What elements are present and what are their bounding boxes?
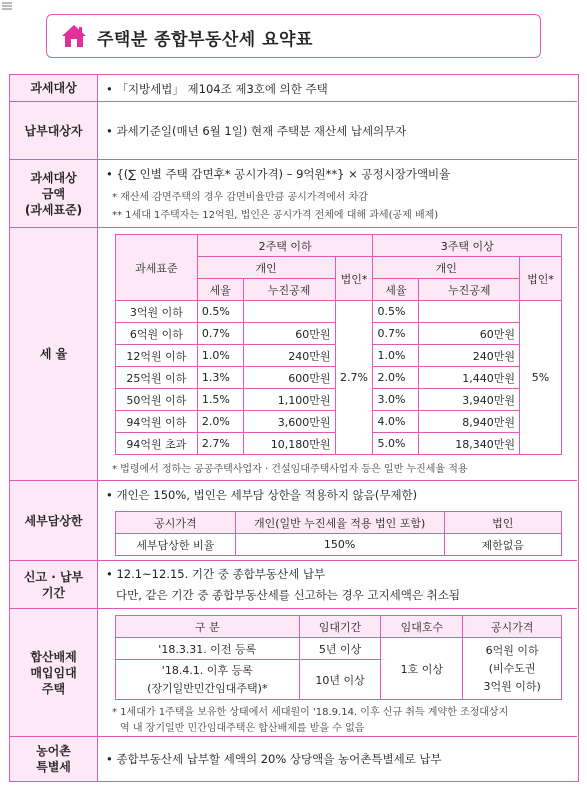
row-rental-exclusion (10, 609, 577, 737)
header-individual-2h: 개인 (197, 257, 335, 279)
house-icon (61, 24, 87, 48)
rate-cell: 1.3% (197, 367, 243, 389)
deduction-cell: 18,340만원 (419, 433, 520, 455)
page-title: 주택분 종합부동산세 요약표 (97, 30, 313, 50)
row-payer (10, 102, 577, 160)
row-burden-cap (10, 481, 577, 561)
label-burden-cap: 세부담상한 (10, 481, 98, 560)
deduction-cell: 60만원 (243, 323, 335, 345)
rental-header-price: 공시가격 (463, 616, 562, 638)
deduction-cell: 3,600만원 (243, 411, 335, 433)
burden-cap-text: • 개인은 150%, 법인은 세부담 상한을 적용하지 않음(무제한) (106, 488, 418, 502)
row-taxable (10, 75, 577, 102)
filing-line-1: • 12.1~12.15. 기간 중 종합부동산세 납부 (106, 567, 326, 581)
deduction-cell: 240만원 (243, 345, 335, 367)
rental-header-period: 임대기간 (299, 616, 381, 638)
label-tax-base: 과세대상 금액 (과세표준) (10, 160, 98, 227)
rental-units: 1호 이상 (381, 638, 463, 700)
cap-header-corp: 법인 (444, 512, 562, 534)
rental-price-line-3: 3억원 이하) (483, 679, 541, 693)
tax-base-note-1: * 재산세 감면주택의 경우 감면비율만큼 공시가격에서 차감 (112, 192, 368, 203)
rate-cell: 1.0% (373, 345, 419, 367)
payer-text: • 과세기준일(매년 6월 1일) 현재 주택분 재산세 납세의무자 (106, 124, 407, 138)
title-banner (46, 14, 541, 58)
header-deduction-2h: 누진공제 (243, 279, 335, 301)
label-rural-tax: 농어촌 특별세 (10, 737, 98, 781)
base-cell: 6억원 이하 (116, 323, 198, 345)
rate-cell: 2.0% (197, 411, 243, 433)
base-cell: 94억원 초과 (116, 433, 198, 455)
tax-rate-table (115, 234, 562, 455)
rural-tax-text: • 종합부동산세 납부할 세액의 20% 상당액을 농어촌특별세로 납부 (106, 752, 442, 766)
rental-after-registration: '18.4.1. 이후 등록 (161, 663, 253, 677)
rental-price-line-1: 6억원 이하 (485, 643, 539, 657)
corp-rate-3h: 5% (520, 301, 562, 455)
base-cell: 25억원 이하 (116, 367, 198, 389)
deduction-cell: 10,180만원 (243, 433, 335, 455)
rental-header-units: 임대호수 (381, 616, 463, 638)
base-cell: 12억원 이하 (116, 345, 198, 367)
rate-cell: 0.7% (197, 323, 243, 345)
rental-after-cell (116, 660, 300, 700)
header-rate-2h: 세율 (197, 279, 243, 301)
deduction-cell: 60만원 (419, 323, 520, 345)
rental-header-category: 구 분 (116, 616, 300, 638)
row-rural-tax (10, 737, 577, 781)
header-deduction-3h: 누진공제 (419, 279, 520, 301)
row-tax-rate (10, 228, 577, 481)
rental-before-registration: '18.3.31. 이전 등록 (116, 638, 300, 660)
header-three-homes: 3주택 이상 (373, 235, 562, 257)
deduction-cell: 3,940만원 (419, 389, 520, 411)
deduction-cell: 8,940만원 (419, 411, 520, 433)
rental-after-period: 10년 이상 (299, 660, 381, 700)
base-cell: 50억원 이하 (116, 389, 198, 411)
rental-before-period: 5년 이상 (299, 638, 381, 660)
deduction-cell: 600만원 (243, 367, 335, 389)
cap-ratio-label: 세부담상한 비율 (116, 534, 236, 556)
rental-note-1: * 1세대가 1주택을 보유한 상태에서 세대원이 '18.9.14. 이후 신규 취득 계약한 조정대상지 (112, 707, 509, 718)
cap-header-price: 공시가격 (116, 512, 236, 534)
row-tax-base (10, 160, 577, 228)
header-tax-base: 과세표준 (116, 235, 198, 301)
cap-ratio-corp: 제한없음 (444, 534, 562, 556)
rate-cell: 5.0% (373, 433, 419, 455)
corp-rate-2h: 2.7% (335, 301, 373, 455)
header-rate-3h: 세율 (373, 279, 419, 301)
base-cell: 3억원 이하 (116, 301, 198, 323)
tax-base-formula: • {(∑ 인별 주택 감면후* 공시가격) – 9억원**} × 공정시장가액비율 (106, 167, 451, 181)
taxable-text: • 「지방세법」 제104조 제3호에 의한 주택 (106, 82, 328, 96)
label-filing-period: 신고 · 납부 기간 (10, 561, 98, 608)
rental-table (115, 615, 562, 700)
rate-cell: 2.0% (373, 367, 419, 389)
rate-cell: 3.0% (373, 389, 419, 411)
rental-price-line-2: (비수도권 (488, 661, 536, 675)
header-two-homes: 2주택 이하 (197, 235, 373, 257)
deduction-cell: 1,440만원 (419, 367, 520, 389)
header-corp-3h: 법인* (520, 257, 562, 301)
label-payer: 납부대상자 (10, 102, 98, 159)
rate-cell: 0.5% (197, 301, 243, 323)
row-filing-period (10, 561, 577, 609)
label-taxable: 과세대상 (10, 75, 98, 101)
summary-table (9, 74, 579, 782)
label-tax-rate: 세 율 (10, 228, 98, 480)
deduction-cell (419, 301, 520, 323)
filing-line-2: 다만, 같은 기간 중 종합부동산세를 신고하는 경우 고지세액은 취소됨 (116, 588, 460, 602)
rate-cell: 0.5% (373, 301, 419, 323)
tax-rate-note: * 법령에서 정하는 공공주택사업자 · 건설임대주택사업자 등은 일반 누진세율 적용 (112, 464, 468, 475)
rate-cell: 1.0% (197, 345, 243, 367)
rental-price-cell (463, 638, 562, 700)
table-row (116, 301, 562, 323)
tax-base-note-2: ** 1세대 1주택자는 12억원, 법인은 공시가격 전체에 대해 과세(공제 배제) (112, 210, 439, 221)
rate-cell: 2.7% (197, 433, 243, 455)
page-thumbnail-icon (2, 2, 12, 14)
base-cell: 94억원 이하 (116, 411, 198, 433)
cap-header-individual: 개인(일반 누진세율 적용 법인 포함) (235, 512, 444, 534)
label-rental-exclusion: 합산배제 매입임대 주택 (10, 609, 98, 736)
rental-after-type: (장기일반민간임대주택)* (147, 681, 268, 695)
rate-cell: 0.7% (373, 323, 419, 345)
header-corp-2h: 법인* (335, 257, 373, 301)
rental-note-2: 역 내 장기일반 민간임대주택은 합산배제를 받을 수 없음 (120, 723, 365, 734)
rate-cell: 4.0% (373, 411, 419, 433)
cap-ratio-individual: 150% (235, 534, 444, 556)
deduction-cell: 1,100만원 (243, 389, 335, 411)
rate-cell: 1.5% (197, 389, 243, 411)
deduction-cell (243, 301, 335, 323)
header-individual-3h: 개인 (373, 257, 520, 279)
deduction-cell: 240만원 (419, 345, 520, 367)
burden-cap-table (115, 511, 562, 556)
